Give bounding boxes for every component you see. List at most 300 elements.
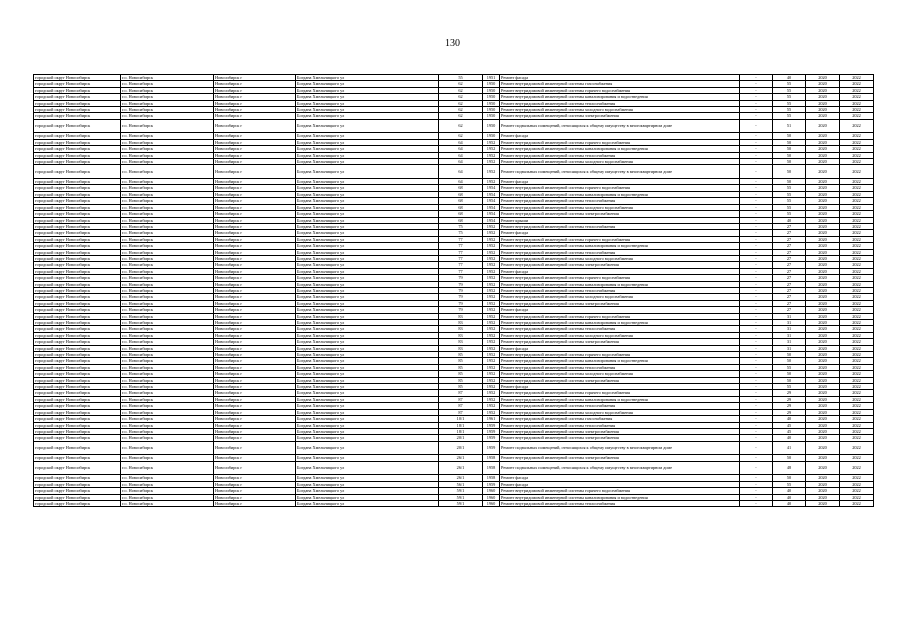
cell-dash: - — [740, 113, 773, 119]
cell-year: 1959 — [483, 481, 500, 487]
cell-settlement: Новосибирск г — [214, 223, 296, 229]
cell-settlement-type: г.о. Новосибирск — [121, 223, 214, 229]
cell-house: 68 — [439, 198, 483, 204]
cell-settlement-type: г.о. Новосибирск — [121, 152, 214, 158]
cell-municipality: городской округ Новосибирск — [34, 165, 121, 179]
cell-municipality: городской округ Новосибирск — [34, 191, 121, 197]
cell-settlement-type: г.о. Новосибирск — [121, 87, 214, 93]
cell-year-from: 2020 — [806, 243, 840, 249]
cell-house: 64 — [439, 139, 483, 145]
cell-municipality: городской округ Новосибирск — [34, 268, 121, 274]
cell-settlement: Новосибирск г — [214, 146, 296, 152]
cell-year-to: 2022 — [840, 100, 874, 106]
cell-dash: - — [740, 281, 773, 287]
cell-dash: - — [740, 198, 773, 204]
cell-street: Богдана Хмельницкого ул — [296, 396, 439, 402]
cell-dash: - — [740, 249, 773, 255]
cell-settlement: Новосибирск г — [214, 152, 296, 158]
cell-year-from: 2020 — [806, 119, 840, 133]
cell-year: 1960 — [483, 500, 500, 506]
cell-settlement-type: г.о. Новосибирск — [121, 332, 214, 338]
cell-settlement-type: г.о. Новосибирск — [121, 75, 214, 81]
cell-street: Богдана Хмельницкого ул — [296, 422, 439, 428]
cell-house: 62 — [439, 100, 483, 106]
cell-work: Ремонт внутридомовой инженерной системы электроснабжения — [500, 300, 740, 306]
cell-cost: 55 — [773, 198, 806, 204]
cell-year-from: 2020 — [806, 139, 840, 145]
cell-year: 1960 — [483, 494, 500, 500]
cell-municipality: городской округ Новосибирск — [34, 236, 121, 242]
cell-house: 10/1 — [439, 416, 483, 422]
cell-dash: - — [740, 307, 773, 313]
cell-house: 64 — [439, 159, 483, 165]
cell-settlement: Новосибирск г — [214, 300, 296, 306]
cell-year: 1952 — [483, 146, 500, 152]
cell-dash: - — [740, 364, 773, 370]
cell-settlement-type: г.о. Новосибирск — [121, 179, 214, 185]
cell-settlement: Новосибирск г — [214, 185, 296, 191]
cell-dash: - — [740, 384, 773, 390]
cell-dash: - — [740, 119, 773, 133]
cell-year-from: 2020 — [806, 249, 840, 255]
cell-house: 87 — [439, 390, 483, 396]
cell-settlement: Новосибирск г — [214, 416, 296, 422]
cell-municipality: городской округ Новосибирск — [34, 461, 121, 475]
cell-municipality: городской округ Новосибирск — [34, 133, 121, 139]
cell-house: 85 — [439, 377, 483, 383]
cell-street: Богдана Хмельницкого ул — [296, 435, 439, 441]
cell-year-from: 2020 — [806, 409, 840, 415]
cell-year-from: 2020 — [806, 481, 840, 487]
cell-cost: 40 — [773, 488, 806, 494]
cell-municipality: городской округ Новосибирск — [34, 313, 121, 319]
cell-year: 1952 — [483, 390, 500, 396]
cell-municipality: городской округ Новосибирск — [34, 119, 121, 133]
cell-cost: 27 — [773, 268, 806, 274]
cell-cost: 40 — [773, 217, 806, 223]
cell-work: Ремонт внутридомовой инженерной системы горячего водоснабжения — [500, 390, 740, 396]
cell-year-to: 2022 — [840, 211, 874, 217]
cell-cost: 55 — [773, 87, 806, 93]
cell-municipality: городской округ Новосибирск — [34, 223, 121, 229]
cell-settlement-type: г.о. Новосибирск — [121, 113, 214, 119]
cell-year: 1952 — [483, 255, 500, 261]
cell-year: 1950 — [483, 113, 500, 119]
cell-year-from: 2020 — [806, 146, 840, 152]
cell-settlement: Новосибирск г — [214, 371, 296, 377]
cell-settlement: Новосибирск г — [214, 255, 296, 261]
cell-municipality: городской округ Новосибирск — [34, 435, 121, 441]
cell-year: 1952 — [483, 159, 500, 165]
cell-work: Ремонт внутридомовой инженерной системы горячего водоснабжения — [500, 87, 740, 93]
cell-year-from: 2020 — [806, 287, 840, 293]
cell-street: Богдана Хмельницкого ул — [296, 204, 439, 210]
cell-cost: 55 — [773, 204, 806, 210]
cell-year: 1952 — [483, 313, 500, 319]
cell-house: 26/1 — [439, 455, 483, 461]
cell-year-to: 2022 — [840, 396, 874, 402]
cell-year-to: 2022 — [840, 204, 874, 210]
cell-dash: - — [740, 488, 773, 494]
cell-municipality: городской округ Новосибирск — [34, 488, 121, 494]
cell-year-to: 2022 — [840, 113, 874, 119]
cell-work: Ремонт внутридомовой инженерной системы теплоснабжения — [500, 326, 740, 332]
cell-street: Богдана Хмельницкого ул — [296, 488, 439, 494]
cell-year: 1952 — [483, 249, 500, 255]
cell-settlement: Новосибирск г — [214, 396, 296, 402]
cell-work: Ремонт подвальных помещений, относящихся к общему имуществу в многоквартирном доме — [500, 441, 740, 455]
cell-settlement: Новосибирск г — [214, 307, 296, 313]
cell-municipality: городской округ Новосибирск — [34, 326, 121, 332]
cell-settlement-type: г.о. Новосибирск — [121, 165, 214, 179]
cell-dash: - — [740, 396, 773, 402]
cell-settlement: Новосибирск г — [214, 87, 296, 93]
cell-year-from: 2020 — [806, 198, 840, 204]
cell-house: 85 — [439, 352, 483, 358]
cell-settlement: Новосибирск г — [214, 287, 296, 293]
cell-year: 1952 — [483, 139, 500, 145]
cell-year: 1952 — [483, 339, 500, 345]
cell-work: Ремонт внутридомовой инженерной системы электроснабжения — [500, 113, 740, 119]
cell-work: Ремонт внутридомовой инженерной системы газоснабжения — [500, 81, 740, 87]
cell-house: 59/1 — [439, 488, 483, 494]
cell-year: 1952 — [483, 223, 500, 229]
cell-year-to: 2022 — [840, 165, 874, 179]
cell-year-to: 2022 — [840, 119, 874, 133]
cell-cost: 40 — [773, 435, 806, 441]
cell-street: Богдана Хмельницкого ул — [296, 100, 439, 106]
cell-municipality: городской округ Новосибирск — [34, 416, 121, 422]
cell-house: 75 — [439, 223, 483, 229]
cell-year-to: 2022 — [840, 384, 874, 390]
cell-settlement-type: г.о. Новосибирск — [121, 371, 214, 377]
cell-settlement-type: г.о. Новосибирск — [121, 287, 214, 293]
cell-dash: - — [740, 332, 773, 338]
cell-municipality: городской округ Новосибирск — [34, 377, 121, 383]
cell-settlement: Новосибирск г — [214, 455, 296, 461]
cell-municipality: городской округ Новосибирск — [34, 352, 121, 358]
cell-street: Богдана Хмельницкого ул — [296, 475, 439, 481]
cell-year-to: 2022 — [840, 75, 874, 81]
cell-year-from: 2020 — [806, 300, 840, 306]
cell-year-to: 2022 — [840, 345, 874, 351]
cell-settlement: Новосибирск г — [214, 428, 296, 434]
cell-settlement: Новосибирск г — [214, 358, 296, 364]
cell-year-from: 2020 — [806, 384, 840, 390]
cell-municipality: городской округ Новосибирск — [34, 294, 121, 300]
cell-work: Ремонт внутридомовой инженерной системы теплоснабжения — [500, 403, 740, 409]
cell-municipality: городской округ Новосибирск — [34, 287, 121, 293]
cell-year-to: 2022 — [840, 320, 874, 326]
cell-street: Богдана Хмельницкого ул — [296, 377, 439, 383]
cell-year-to: 2022 — [840, 455, 874, 461]
cell-work: Ремонт внутридомовой инженерной системы холодного водоснабжения — [500, 159, 740, 165]
cell-settlement-type: г.о. Новосибирск — [121, 281, 214, 287]
cell-street: Богдана Хмельницкого ул — [296, 352, 439, 358]
cell-year-from: 2020 — [806, 358, 840, 364]
cell-year-from: 2020 — [806, 165, 840, 179]
cell-house: 77 — [439, 255, 483, 261]
cell-work: Ремонт внутридомовой инженерной системы холодного водоснабжения — [500, 255, 740, 261]
cell-cost: 45 — [773, 422, 806, 428]
cell-street: Богдана Хмельницкого ул — [296, 494, 439, 500]
cell-dash: - — [740, 204, 773, 210]
cell-year: 1951 — [483, 75, 500, 81]
cell-dash: - — [740, 243, 773, 249]
cell-house: 26/1 — [439, 461, 483, 475]
cell-settlement-type: г.о. Новосибирск — [121, 339, 214, 345]
cell-year-from: 2020 — [806, 159, 840, 165]
cell-settlement: Новосибирск г — [214, 275, 296, 281]
cell-year-to: 2022 — [840, 275, 874, 281]
cell-year-from: 2020 — [806, 75, 840, 81]
cell-year-from: 2020 — [806, 435, 840, 441]
cell-work: Ремонт внутридомовой инженерной системы холодного водоснабжения — [500, 204, 740, 210]
cell-year-to: 2022 — [840, 422, 874, 428]
cell-house: 87 — [439, 403, 483, 409]
cell-cost: 27 — [773, 275, 806, 281]
cell-house: 64 — [439, 152, 483, 158]
cell-year-to: 2022 — [840, 152, 874, 158]
cell-dash: - — [740, 152, 773, 158]
cell-house: 68 — [439, 204, 483, 210]
cell-house: 68 — [439, 191, 483, 197]
cell-work: Ремонт внутридомовой инженерной системы теплоснабжения — [500, 287, 740, 293]
cell-settlement-type: г.о. Новосибирск — [121, 81, 214, 87]
cell-house: 83 — [439, 339, 483, 345]
cell-year: 1952 — [483, 236, 500, 242]
cell-house: 87 — [439, 396, 483, 402]
cell-work: Ремонт внутридомовой инженерной системы теплоснабжения — [500, 152, 740, 158]
cell-street: Богдана Хмельницкого ул — [296, 107, 439, 113]
cell-street: Богдана Хмельницкого ул — [296, 198, 439, 204]
cell-house: 62 — [439, 87, 483, 93]
cell-year-from: 2020 — [806, 152, 840, 158]
cell-year: 1950 — [483, 100, 500, 106]
cell-settlement-type: г.о. Новосибирск — [121, 268, 214, 274]
cell-municipality: городской округ Новосибирск — [34, 281, 121, 287]
cell-settlement: Новосибирск г — [214, 179, 296, 185]
cell-dash: - — [740, 165, 773, 179]
cell-cost: 50 — [773, 358, 806, 364]
cell-settlement: Новосибирск г — [214, 139, 296, 145]
cell-dash: - — [740, 500, 773, 506]
cell-settlement: Новосибирск г — [214, 475, 296, 481]
cell-settlement-type: г.о. Новосибирск — [121, 455, 214, 461]
cell-year: 1952 — [483, 396, 500, 402]
cell-year-to: 2022 — [840, 107, 874, 113]
cell-cost: 50 — [773, 179, 806, 185]
cell-year-from: 2020 — [806, 204, 840, 210]
cell-dash: - — [740, 179, 773, 185]
cell-house: 75 — [439, 230, 483, 236]
cell-settlement-type: г.о. Новосибирск — [121, 358, 214, 364]
cell-cost: 50 — [773, 133, 806, 139]
cell-year: 1958 — [483, 475, 500, 481]
cell-year-to: 2022 — [840, 371, 874, 377]
cell-municipality: городской округ Новосибирск — [34, 475, 121, 481]
cell-cost: 27 — [773, 230, 806, 236]
cell-house: 77 — [439, 268, 483, 274]
cell-work: Ремонт внутридомовой инженерной системы холодного водоснабжения — [500, 409, 740, 415]
cell-settlement: Новосибирск г — [214, 332, 296, 338]
cell-cost: 55 — [773, 81, 806, 87]
cell-settlement-type: г.о. Новосибирск — [121, 396, 214, 402]
cell-year: 1954 — [483, 217, 500, 223]
cell-settlement: Новосибирск г — [214, 191, 296, 197]
cell-house: 68 — [439, 217, 483, 223]
cell-municipality: городской округ Новосибирск — [34, 403, 121, 409]
cell-municipality: городской округ Новосибирск — [34, 371, 121, 377]
cell-street: Богдана Хмельницкого ул — [296, 159, 439, 165]
cell-settlement-type: г.о. Новосибирск — [121, 159, 214, 165]
cell-settlement-type: г.о. Новосибирск — [121, 313, 214, 319]
cell-street: Богдана Хмельницкого ул — [296, 384, 439, 390]
cell-municipality: городской округ Новосибирск — [34, 75, 121, 81]
cell-work: Ремонт внутридомовой инженерной системы канализирования и водоотведения — [500, 320, 740, 326]
cell-municipality: городской округ Новосибирск — [34, 107, 121, 113]
cell-year-from: 2020 — [806, 275, 840, 281]
cell-year-from: 2020 — [806, 371, 840, 377]
cell-dash: - — [740, 441, 773, 455]
cell-street: Богдана Хмельницкого ул — [296, 87, 439, 93]
cell-year-from: 2020 — [806, 332, 840, 338]
cell-street: Богдана Хмельницкого ул — [296, 281, 439, 287]
cell-year-to: 2022 — [840, 255, 874, 261]
cell-year-from: 2020 — [806, 494, 840, 500]
cell-settlement: Новосибирск г — [214, 75, 296, 81]
cell-dash: - — [740, 94, 773, 100]
cell-settlement-type: г.о. Новосибирск — [121, 409, 214, 415]
cell-cost: 27 — [773, 294, 806, 300]
cell-work: Ремонт внутридомовой инженерной системы теплоснабжения — [500, 500, 740, 506]
cell-settlement: Новосибирск г — [214, 494, 296, 500]
cell-dash: - — [740, 133, 773, 139]
cell-settlement: Новосибирск г — [214, 204, 296, 210]
cell-year-to: 2022 — [840, 313, 874, 319]
cell-dash: - — [740, 320, 773, 326]
cell-municipality: городской округ Новосибирск — [34, 396, 121, 402]
cell-municipality: городской округ Новосибирск — [34, 113, 121, 119]
cell-dash: - — [740, 313, 773, 319]
cell-dash: - — [740, 107, 773, 113]
cell-municipality: городской округ Новосибирск — [34, 211, 121, 217]
cell-year: 1952 — [483, 268, 500, 274]
cell-street: Богдана Хмельницкого ул — [296, 441, 439, 455]
cell-year: 1952 — [483, 332, 500, 338]
cell-year-to: 2022 — [840, 198, 874, 204]
cell-work: Ремонт внутридомовой инженерной системы канализирования и водоотведения — [500, 191, 740, 197]
cell-cost: 31 — [773, 345, 806, 351]
cell-work: Ремонт внутридомовой инженерной системы теплоснабжения — [500, 364, 740, 370]
cell-year-from: 2020 — [806, 191, 840, 197]
cell-house: 20/1 — [439, 435, 483, 441]
cell-dash: - — [740, 294, 773, 300]
cell-municipality: городской округ Новосибирск — [34, 217, 121, 223]
cell-house: 79 — [439, 275, 483, 281]
cell-year-to: 2022 — [840, 339, 874, 345]
cell-street: Богдана Хмельницкого ул — [296, 403, 439, 409]
cell-street: Богдана Хмельницкого ул — [296, 230, 439, 236]
cell-street: Богдана Хмельницкого ул — [296, 307, 439, 313]
cell-year-to: 2022 — [840, 428, 874, 434]
cell-settlement: Новосибирск г — [214, 100, 296, 106]
cell-cost: 50 — [773, 377, 806, 383]
cell-year-from: 2020 — [806, 307, 840, 313]
cell-cost: 50 — [773, 371, 806, 377]
cell-work: Ремонт внутридомовой инженерной системы теплоснабжения — [500, 422, 740, 428]
cell-cost: 29 — [773, 390, 806, 396]
cell-settlement: Новосибирск г — [214, 500, 296, 506]
cell-cost: 45 — [773, 428, 806, 434]
cell-house: 85 — [439, 358, 483, 364]
cell-house: 59/1 — [439, 494, 483, 500]
cell-year: 1952 — [483, 409, 500, 415]
cell-settlement-type: г.о. Новосибирск — [121, 326, 214, 332]
cell-street: Богдана Хмельницкого ул — [296, 119, 439, 133]
cell-year-to: 2022 — [840, 230, 874, 236]
cell-work: Ремонт внутридомовой инженерной системы электроснабжения — [500, 262, 740, 268]
cell-settlement: Новосибирск г — [214, 403, 296, 409]
cell-street: Богдана Хмельницкого ул — [296, 409, 439, 415]
cell-settlement: Новосибирск г — [214, 268, 296, 274]
cell-dash: - — [740, 416, 773, 422]
cell-cost: 55 — [773, 94, 806, 100]
cell-settlement: Новосибирск г — [214, 390, 296, 396]
cell-street: Богдана Хмельницкого ул — [296, 326, 439, 332]
cell-street: Богдана Хмельницкого ул — [296, 500, 439, 506]
cell-year-from: 2020 — [806, 133, 840, 139]
cell-work: Ремонт фасада — [500, 268, 740, 274]
cell-year-from: 2020 — [806, 294, 840, 300]
cell-house: 18/1 — [439, 428, 483, 434]
cell-year-from: 2020 — [806, 262, 840, 268]
cell-settlement: Новосибирск г — [214, 165, 296, 179]
cell-street: Богдана Хмельницкого ул — [296, 416, 439, 422]
cell-year-to: 2022 — [840, 146, 874, 152]
cell-street: Богдана Хмельницкого ул — [296, 275, 439, 281]
cell-work: Ремонт внутридомовой инженерной системы теплоснабжения — [500, 249, 740, 255]
cell-year-to: 2022 — [840, 179, 874, 185]
cell-dash: - — [740, 236, 773, 242]
cell-house: 68 — [439, 185, 483, 191]
cell-settlement: Новосибирск г — [214, 377, 296, 383]
cell-municipality: городской округ Новосибирск — [34, 455, 121, 461]
cell-settlement: Новосибирск г — [214, 159, 296, 165]
cell-settlement-type: г.о. Новосибирск — [121, 191, 214, 197]
cell-year-to: 2022 — [840, 494, 874, 500]
cell-street: Богдана Хмельницкого ул — [296, 287, 439, 293]
cell-dash: - — [740, 475, 773, 481]
cell-year-to: 2022 — [840, 262, 874, 268]
cell-year: 1954 — [483, 211, 500, 217]
cell-street: Богдана Хмельницкого ул — [296, 339, 439, 345]
cell-municipality: городской округ Новосибирск — [34, 230, 121, 236]
cell-settlement: Новосибирск г — [214, 364, 296, 370]
cell-settlement-type: г.о. Новосибирск — [121, 403, 214, 409]
cell-year-to: 2022 — [840, 159, 874, 165]
cell-cost: 27 — [773, 300, 806, 306]
cell-year-from: 2020 — [806, 313, 840, 319]
cell-settlement: Новосибирск г — [214, 345, 296, 351]
cell-year-from: 2020 — [806, 211, 840, 217]
cell-cost: 55 — [773, 384, 806, 390]
cell-dash: - — [740, 300, 773, 306]
cell-year-to: 2022 — [840, 281, 874, 287]
cell-house: 85 — [439, 371, 483, 377]
cell-year: 1958 — [483, 455, 500, 461]
cell-dash: - — [740, 494, 773, 500]
